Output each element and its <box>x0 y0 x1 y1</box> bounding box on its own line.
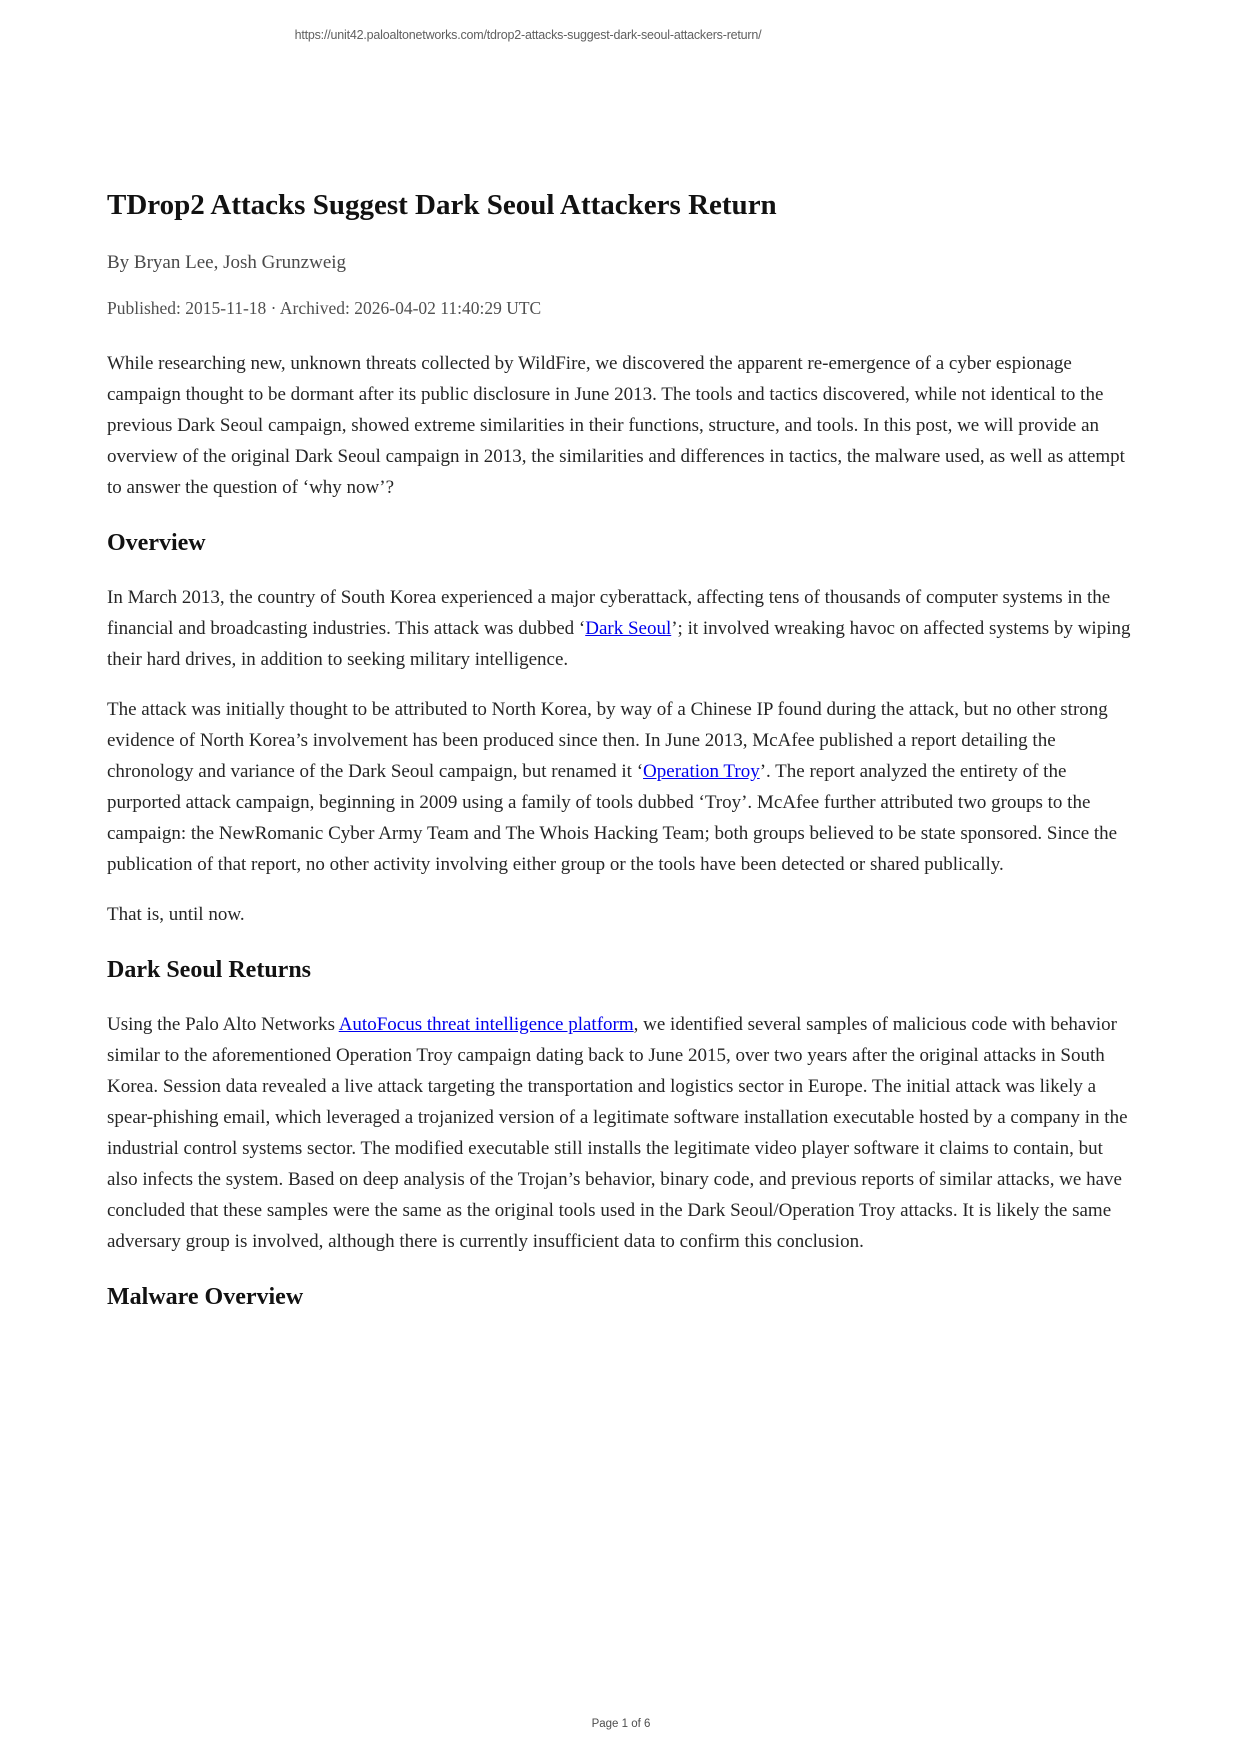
link-operation-troy[interactable]: Operation Troy <box>643 761 760 782</box>
byline: By Bryan Lee, Josh Grunzweig <box>107 252 347 273</box>
intro-paragraph: While researching new, unknown threats collected by WildFire, we discovered the apparent re-emergence of a cyber espionage campaign thought to be dormant after its public disclosure in June 2013. The tools and tactics discovered, while not identical to the previous Dark Seoul campaign, showed extreme similarities in their functions, structure, and tools. In this post, we will provide an overview of the original Dark Seoul campaign in 2013, the similarities and differences in tactics, the malware used, as well as attempt to answer the question of ‘why now’? <box>107 353 1125 498</box>
article <box>107 0 1137 1336</box>
overview-paragraph-2 <box>107 694 1137 880</box>
section-heading-malware-overview: Malware Overview <box>107 1284 304 1310</box>
dark-seoul-returns-paragraph-1 <box>107 1009 1137 1257</box>
body-text-run: Using the Palo Alto Networks <box>107 1014 339 1035</box>
section-heading-dark-seoul-returns: Dark Seoul Returns <box>107 957 312 983</box>
body-text-run: In March 2013, the country of South Korea experienced a major cyberattack, affecting tens of thousands of computer systems in the financial and broadcasting industries. This attack was dubbed ‘ <box>107 587 1111 639</box>
body-text-run: The attack was initially thought to be attributed to North Korea, by way of a Chinese IP found during the attack, but no other strong evidence of North Korea’s involvement has been produced since then. In June 2013, McAfee published a report detailing the chronology and variance of the Dark Seoul campaign, but renamed it ‘ <box>107 699 1108 782</box>
body-text-run: , we identified several samples of malicious code with behavior similar to the aforementioned Operation Troy campaign dating back to June 2015, over two years after the original attacks in South Korea. Session data revealed a live attack targeting the transportation and logistics sector in Europe. The initial attack was likely a spear-phishing email, which leveraged a trojanized version of a legitimate software installation executable hosted by a company in the industrial control systems sector. The modified executable still installs the legitimate video player software it claims to contain, but also infects the system. Based on deep analysis of the Trojan’s behavior, binary code, and previous reports of similar attacks, we have concluded that these samples were the same as the original tools used in the Dark Seoul/Operation Troy attacks. It is likely the same adversary group is involved, although there is currently insufficient data to confirm this conclusion. <box>107 1014 1128 1252</box>
page-number-indicator: Page 1 of 6 <box>591 1718 651 1730</box>
body-text-run: ’; it involved wreaking havoc on affected systems by wiping their hard drives, in addition to seeking military intelligence. <box>107 618 1131 670</box>
overview-paragraph-1 <box>107 582 1137 675</box>
page-title: TDrop2 Attacks Suggest Dark Seoul Attackers Return <box>107 189 777 221</box>
link-dark-seoul[interactable]: Dark Seoul <box>585 618 672 639</box>
section-heading-overview: Overview <box>107 530 206 556</box>
page-url: https://unit42.paloaltonetworks.com/tdrop2-attacks-suggest-dark-seoul-attackers-return/ <box>294 28 762 42</box>
link-autofocus-threat-intelligence-platform[interactable]: AutoFocus threat intelligence platform <box>338 1014 634 1035</box>
body-text-run: ’. The report analyzed the entirety of the purported attack campaign, beginning in 2009 using a family of tools dubbed ‘Troy’. McAfee further attributed two groups to the campaign: the NewRomanic Cyber Army Team and The Whois Hacking Team; both groups believed to be state sponsored. Since the publication of that report, no other activity involving either group or the tools have been detected or shared publically. <box>107 761 1118 875</box>
overview-paragraph-3: That is, until now. <box>107 904 245 925</box>
published-archived-meta: Published: 2015-11-18 · Archived: 2026-04-02 11:40:29 UTC <box>107 298 542 318</box>
